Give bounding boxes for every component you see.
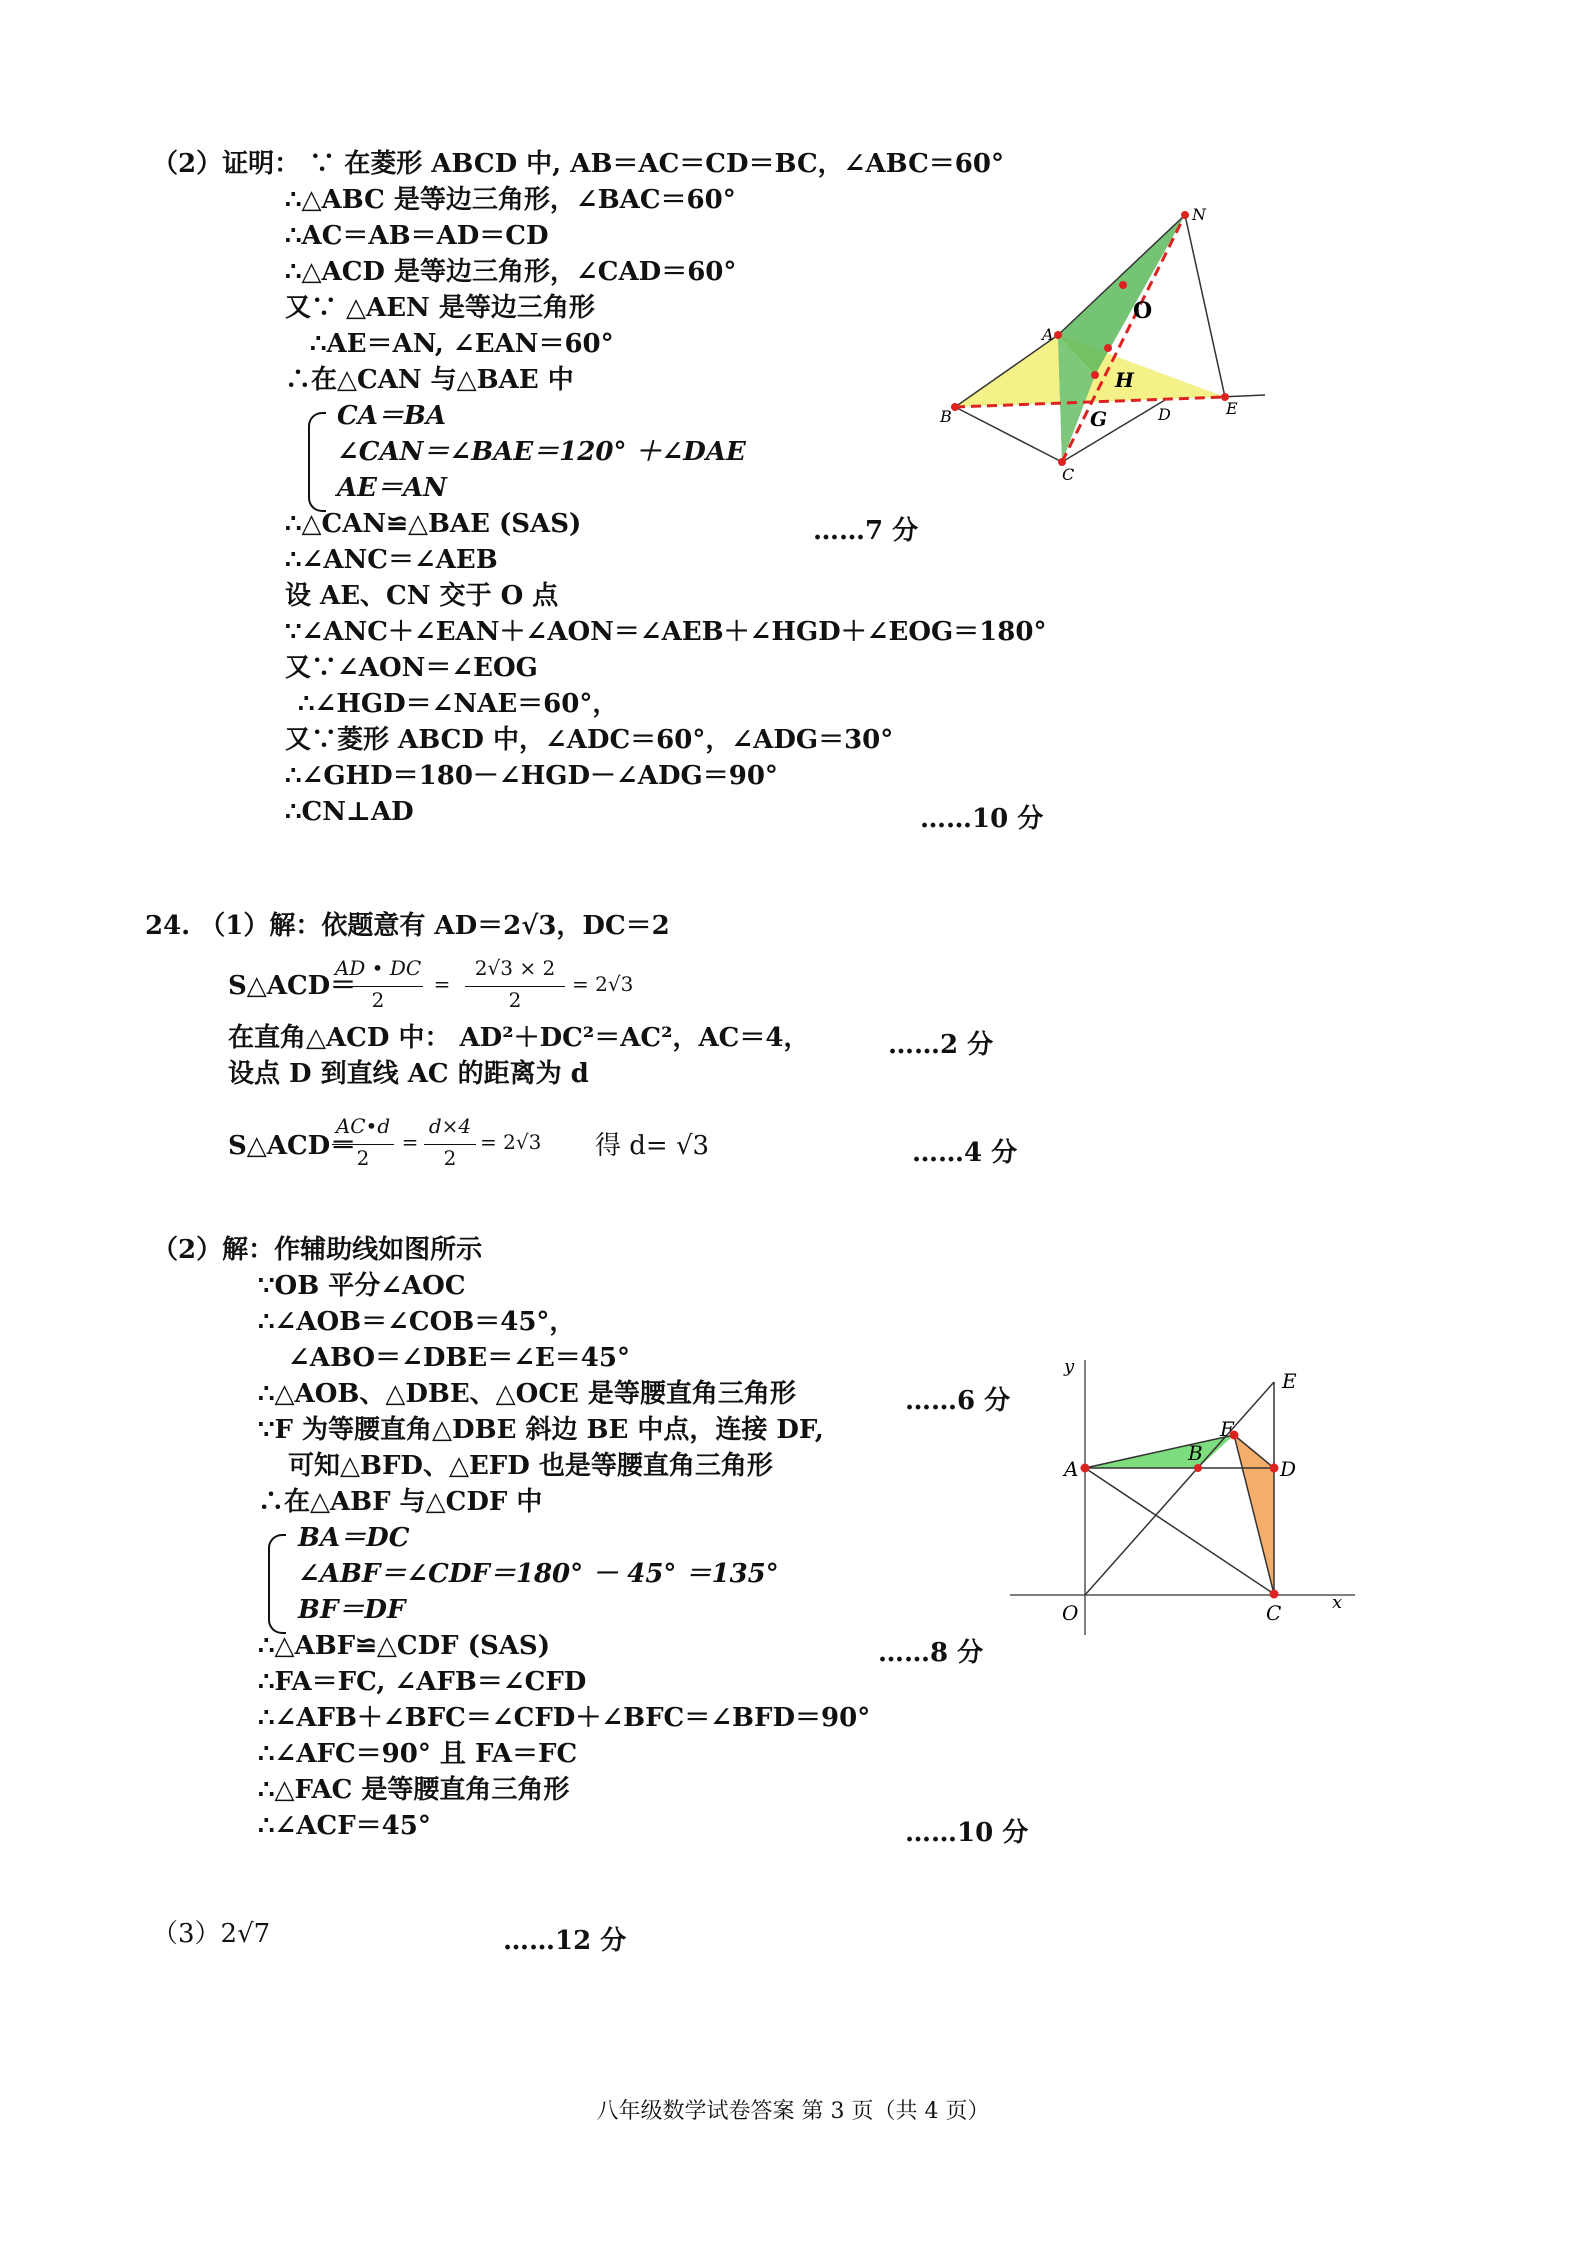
q24-result-d: 得 d= √3: [595, 1131, 710, 1161]
q24p2-line-3: ∴∠AOB＝∠COB＝45°，: [258, 1307, 576, 1337]
brace-2: [268, 1534, 286, 1634]
fig1-label-d: D: [1158, 405, 1171, 424]
fig1-label-a: A: [1042, 325, 1054, 344]
q24p2-line-11: BF＝DF: [298, 1595, 406, 1625]
frac2-den: 2: [508, 988, 522, 1012]
fig2-label-f: F: [1220, 1417, 1234, 1441]
fig1-label-o: O: [1133, 298, 1153, 324]
fig1-label-e: E: [1226, 399, 1238, 418]
q23-line-11: ∴△CAN≌△BAE (SAS): [285, 509, 582, 539]
page-footer: 八年级数学试卷答案 第 3 页（共 4 页）: [596, 2099, 990, 2124]
q23-score-10: ……10 分: [920, 804, 1044, 834]
frac4-num: d×4: [428, 1114, 472, 1138]
fig2-label-o: O: [1062, 1601, 1079, 1625]
q23-line-1: （2）证明： ∵ 在菱形 ABCD 中, AB＝AC＝CD＝BC，∠ABC＝60°: [152, 149, 1004, 179]
q24p2-line-4: ∠ABO＝∠DBE＝∠E＝45°: [288, 1343, 630, 1373]
q23-line-14: ∵∠ANC＋∠EAN＋∠AON＝∠AEB＋∠HGD＋∠EOG＝180°: [285, 617, 1047, 647]
q23-line-13: 设 AE、CN 交于 O 点: [285, 581, 559, 611]
q24p3-score-12: ……12 分: [503, 1926, 627, 1956]
fig2-label-e: E: [1282, 1369, 1297, 1393]
frac2-bar: [465, 986, 565, 987]
q24p2-line-12: ∴△ABF≌△CDF (SAS): [258, 1631, 551, 1661]
q23-line-9: ∠CAN＝∠BAE＝120° ＋∠DAE: [337, 437, 746, 467]
q24p2-line-6: ∵F 为等腰直角△DBE 斜边 BE 中点，连接 DF,: [258, 1415, 824, 1445]
fig1-label-n: N: [1192, 205, 1206, 224]
q23-line-5: 又∵ △AEN 是等边三角形: [285, 293, 595, 323]
q24-score-2: ……2 分: [888, 1030, 994, 1060]
fig1-green-triangle-an: [1058, 215, 1185, 375]
q23-line-19: ∴CN⊥AD: [285, 797, 414, 827]
eq-sign-1: =: [433, 972, 451, 996]
q24-line-4: 设点 D 到直线 AC 的距离为 d: [228, 1059, 589, 1089]
q23-line-2: ∴△ABC 是等边三角形，∠BAC＝60°: [285, 185, 736, 215]
q23-line-16: ∴∠HGD＝∠NAE＝60°，: [298, 689, 619, 719]
figure-coordinate: [1010, 1350, 1370, 1640]
frac4-bar: [424, 1144, 476, 1145]
fig2-label-b: B: [1188, 1441, 1203, 1465]
q24p2-line-10: ∠ABF＝∠CDF＝180° － 45° ＝135°: [298, 1559, 779, 1589]
q23-score-7: ……7 分: [813, 516, 919, 546]
q24-score-4: ……4 分: [912, 1138, 1018, 1168]
q23-line-10: AE＝AN: [337, 473, 447, 503]
fig2-label-d: D: [1280, 1457, 1297, 1481]
fig2-label-y: y: [1064, 1356, 1075, 1377]
q23-line-3: ∴AC＝AB＝AD＝CD: [285, 221, 549, 251]
q23-line-4: ∴△ACD 是等边三角形，∠CAD＝60°: [285, 257, 737, 287]
frac1-bar: [333, 986, 423, 987]
fig2-label-a: A: [1064, 1457, 1079, 1481]
eq-sign-2: =: [401, 1130, 419, 1154]
q24p2-line-9: BA＝DC: [298, 1523, 410, 1553]
q23-line-12: ∴∠ANC＝∠AEB: [285, 545, 498, 575]
frac1-den: 2: [371, 988, 385, 1012]
figure-rhombus: [930, 200, 1280, 480]
fig2-label-x: x: [1332, 1592, 1343, 1613]
q23-line-7: ∴在△CAN 与△BAE 中: [285, 365, 574, 395]
q24p2-score-10: ……10 分: [905, 1818, 1029, 1848]
q24p2-line-13: ∴FA＝FC, ∠AFB＝∠CFD: [258, 1667, 587, 1697]
q24-s-label-2: S△ACD＝: [228, 1131, 357, 1161]
q23-line-6: ∴AE＝AN, ∠EAN＝60°: [310, 329, 614, 359]
q24p2-line-15: ∴∠AFC＝90° 且 FA＝FC: [258, 1739, 578, 1769]
eq2-end: = 2√3: [480, 1130, 542, 1154]
q24-line-3: 在直角△ACD 中： AD²＋DC²＝AC²，AC＝4，: [228, 1023, 810, 1053]
q24p2-line-7: 可知△BFD、△EFD 也是等腰直角三角形: [288, 1451, 773, 1481]
eq1-end: = 2√3: [572, 972, 634, 996]
q24p3-answer: （3）2√7: [152, 1919, 271, 1949]
q24p2-line-17: ∴∠ACF＝45°: [258, 1811, 431, 1841]
frac1-num: AD • DC: [334, 956, 422, 980]
frac4-den: 2: [443, 1146, 457, 1170]
frac3-bar: [332, 1144, 394, 1145]
fig1-label-h: H: [1115, 368, 1134, 392]
q23-line-15: 又∵∠AON＝∠EOG: [285, 653, 538, 683]
frac2-num: 2√3 × 2: [474, 956, 556, 980]
fig1-label-g: G: [1090, 407, 1108, 431]
q23-line-18: ∴∠GHD＝180－∠HGD－∠ADG＝90°: [285, 761, 778, 791]
q24p2-line-16: ∴△FAC 是等腰直角三角形: [258, 1775, 570, 1805]
fig2-label-c: C: [1266, 1601, 1282, 1625]
q24-s-label-1: S△ACD＝: [228, 971, 357, 1001]
q24p2-line-8: ∴在△ABF 与△CDF 中: [258, 1487, 543, 1517]
q24p2-line-14: ∴∠AFB＋∠BFC＝∠CFD＋∠BFC＝∠BFD＝90°: [258, 1703, 871, 1733]
q24p2-score-6: ……6 分: [905, 1386, 1011, 1416]
q24p2-line-1: （2）解：作辅助线如图所示: [152, 1235, 483, 1265]
q24-line-1: 24. （1）解：依题意有 AD＝2√3，DC＝2: [145, 911, 670, 941]
q24p2-line-5: ∴△AOB、△DBE、△OCE 是等腰直角三角形: [258, 1379, 796, 1409]
frac3-num: AC•d: [335, 1114, 391, 1138]
q24p2-score-8: ……8 分: [878, 1638, 984, 1668]
fig1-label-b: B: [940, 407, 952, 426]
brace-1: [308, 412, 326, 512]
q23-line-17: 又∵菱形 ABCD 中，∠ADC＝60°，∠ADG＝30°: [285, 725, 894, 755]
q24p2-line-2: ∵OB 平分∠AOC: [258, 1271, 466, 1301]
q23-line-8: CA＝BA: [337, 401, 447, 431]
fig1-label-c: C: [1062, 465, 1075, 480]
frac3-den: 2: [356, 1146, 370, 1170]
